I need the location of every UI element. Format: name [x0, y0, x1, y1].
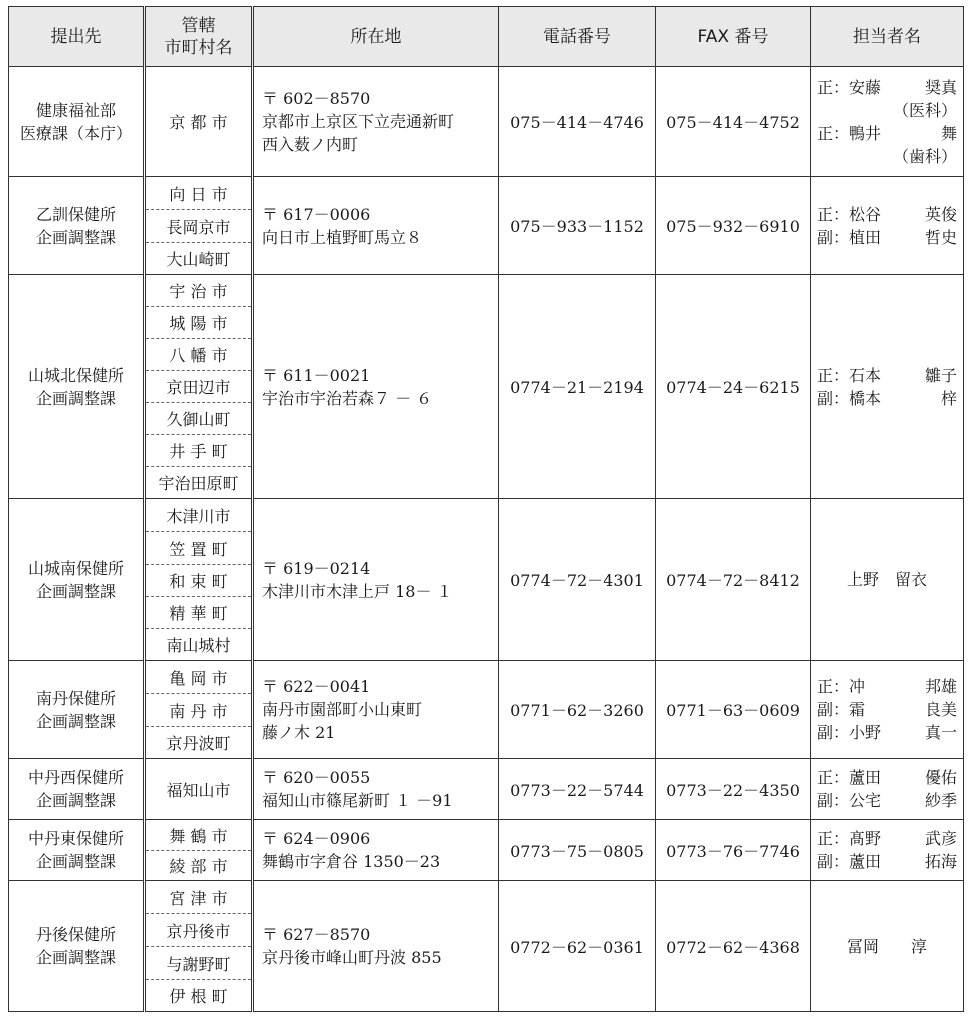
- person-given-name: 優佑: [924, 768, 957, 787]
- person-given-name: 哲史: [924, 227, 957, 247]
- office-cell: 中丹東保健所 企画調整課: [9, 820, 145, 881]
- person-role: 副：小野: [817, 723, 882, 742]
- municipality-cell: 与謝野町: [145, 947, 253, 980]
- municipality-cell: 京丹後市: [145, 914, 253, 947]
- person-given-name: 真一: [924, 723, 957, 742]
- header-municipality: [145, 7, 253, 67]
- table-row: [9, 881, 964, 914]
- municipality-cell: 向 日 市: [145, 177, 253, 210]
- person-line: [817, 226, 957, 249]
- person-cell: [811, 661, 964, 759]
- office-cell: 健康福祉部 医療課（本庁）: [9, 67, 145, 177]
- municipality-cell: 宮 津 市: [145, 881, 253, 914]
- address-cell: 〒 622－0041 南丹市園部町小山東町 藤ノ木 21: [253, 661, 499, 759]
- municipality-cell: 精 華 町: [145, 597, 253, 629]
- tel-cell: 0773－75－0805: [499, 820, 656, 881]
- municipality-cell: 京田辺市: [145, 371, 253, 403]
- person-role: 副：公宅: [817, 791, 882, 810]
- person-cell: [811, 275, 964, 499]
- person-line: [817, 766, 957, 789]
- person-cell: [811, 67, 964, 177]
- tel-cell: 075－933－1152: [499, 177, 656, 275]
- tel-cell: 0774－21－2194: [499, 275, 656, 499]
- table-row: [9, 275, 964, 307]
- person-name: 上野 留衣: [846, 570, 927, 589]
- fax-cell: 075－932－6910: [656, 177, 811, 275]
- person-line: [817, 387, 957, 410]
- person-role: 正：蘆田: [817, 768, 882, 787]
- person-given-name: 良美: [924, 700, 957, 719]
- table-row: [9, 499, 964, 532]
- person-line: [817, 789, 957, 812]
- person-given-name: 梓: [940, 388, 957, 408]
- tel-cell: 075－414－4746: [499, 67, 656, 177]
- fax-cell: 0772－62－4368: [656, 881, 811, 1012]
- municipality-cell: 笠 置 町: [145, 532, 253, 565]
- person-line: [817, 827, 957, 850]
- tel-cell: 0772－62－0361: [499, 881, 656, 1012]
- person-given-name: 紗季: [924, 791, 957, 810]
- person-line: [817, 203, 957, 226]
- person-role: 副：霜: [817, 700, 866, 719]
- person-role: 正：冲: [817, 677, 866, 696]
- person-role: 副：橋本: [817, 388, 882, 408]
- municipality-cell: 京丹波町: [145, 727, 253, 759]
- header-municipality-text: 管轄 市町村名: [164, 15, 233, 58]
- person-cell: [811, 759, 964, 820]
- municipality-cell: 舞 鶴 市: [145, 820, 253, 851]
- person-given-name: 奨真: [924, 77, 957, 97]
- person-line: [817, 76, 957, 99]
- person-line: [817, 99, 957, 122]
- tel-cell: 0773－22－5744: [499, 759, 656, 820]
- office-cell: 南丹保健所 企画調整課: [9, 661, 145, 759]
- fax-cell: 0773－22－4350: [656, 759, 811, 820]
- municipality-cell: 南 丹 市: [145, 694, 253, 727]
- person-given-name: 邦雄: [924, 677, 957, 696]
- municipality-cell: 伊 根 町: [145, 980, 253, 1012]
- municipality-cell: 長岡京市: [145, 210, 253, 243]
- fax-cell: 0774－24－6215: [656, 275, 811, 499]
- person-role: 副：蘆田: [817, 852, 882, 871]
- person-name: 冨岡 淳: [846, 936, 927, 956]
- person-given-name: （医科）: [892, 100, 957, 120]
- person-given-name: （歯科）: [892, 146, 957, 166]
- municipality-cell: 城 陽 市: [145, 307, 253, 339]
- person-role: 副：植田: [817, 227, 882, 247]
- person-line: [817, 145, 957, 168]
- header-person: 担当者名: [811, 7, 964, 67]
- municipality-cell: 京 都 市: [145, 67, 253, 177]
- address-cell: 〒 624－0906 舞鶴市字倉谷 1350－23: [253, 820, 499, 881]
- municipality-cell: 綾 部 市: [145, 851, 253, 881]
- contact-table: [8, 6, 964, 1012]
- office-cell: 山城南保健所 企画調整課: [9, 499, 145, 661]
- fax-cell: 0773－76－7746: [656, 820, 811, 881]
- table-row: [9, 177, 964, 210]
- municipality-cell: 宇 治 市: [145, 275, 253, 307]
- municipality-cell: 福知山市: [145, 759, 253, 820]
- address-cell: 〒 620－0055 福知山市篠尾新町 １ －91: [253, 759, 499, 820]
- fax-cell: 0771－63－0609: [656, 661, 811, 759]
- person-line: [817, 698, 957, 721]
- person-line: [817, 675, 957, 698]
- person-role: 正：石本: [817, 365, 882, 385]
- address-cell: 〒 627－8570 京丹後市峰山町丹波 855: [253, 881, 499, 1012]
- municipality-cell: 和 束 町: [145, 565, 253, 597]
- municipality-cell: 八 幡 市: [145, 339, 253, 371]
- person-given-name: 英俊: [924, 204, 957, 224]
- municipality-cell: 南山城村: [145, 629, 253, 661]
- fax-cell: 075－414－4752: [656, 67, 811, 177]
- municipality-cell: 宇治田原町: [145, 467, 253, 499]
- fax-cell: 0774－72－8412: [656, 499, 811, 661]
- person-given-name: 舞: [940, 123, 957, 143]
- address-cell: 〒 602－8570 京都市上京区下立売通新町 西入薮ノ内町: [253, 67, 499, 177]
- municipality-cell: 井 手 町: [145, 435, 253, 467]
- person-line: [817, 850, 957, 873]
- table-row: [9, 759, 964, 820]
- person-role: 正：松谷: [817, 204, 882, 224]
- person-cell: [811, 881, 964, 1012]
- table-row: [9, 67, 964, 177]
- person-cell: [811, 177, 964, 275]
- address-cell: 〒 617－0006 向日市上植野町馬立８: [253, 177, 499, 275]
- header-row: [9, 7, 964, 67]
- header-fax: FAX 番号: [656, 7, 811, 67]
- municipality-cell: 大山崎町: [145, 243, 253, 275]
- office-cell: 丹後保健所 企画調整課: [9, 881, 145, 1012]
- person-given-name: 武彦: [924, 829, 957, 848]
- person-role: 正：安藤: [817, 77, 882, 97]
- person-cell: [811, 499, 964, 661]
- person-given-name: 雛子: [924, 365, 957, 385]
- person-role: 正：髙野: [817, 829, 882, 848]
- office-cell: 山城北保健所 企画調整課: [9, 275, 145, 499]
- person-line: [817, 122, 957, 145]
- table-row: [9, 661, 964, 694]
- table-row: [9, 820, 964, 851]
- header-office: 提出先: [9, 7, 145, 67]
- address-cell: 〒 611－0021 宇治市宇治若森７ － ６: [253, 275, 499, 499]
- person-role: 正：鴨井: [817, 123, 882, 143]
- office-cell: 中丹西保健所 企画調整課: [9, 759, 145, 820]
- document: [8, 6, 963, 1018]
- municipality-cell: 木津川市: [145, 499, 253, 532]
- person-line: [817, 364, 957, 387]
- header-address: 所在地: [253, 7, 499, 67]
- tel-cell: 0771－62－3260: [499, 661, 656, 759]
- municipality-cell: 亀 岡 市: [145, 661, 253, 694]
- address-cell: 〒 619－0214 木津川市木津上戸 18－ １: [253, 499, 499, 661]
- office-cell: 乙訓保健所 企画調整課: [9, 177, 145, 275]
- person-line: [817, 721, 957, 744]
- municipality-cell: 久御山町: [145, 403, 253, 435]
- person-cell: [811, 820, 964, 881]
- person-given-name: 拓海: [924, 852, 957, 871]
- tel-cell: 0774－72－4301: [499, 499, 656, 661]
- header-tel: 電話番号: [499, 7, 656, 67]
